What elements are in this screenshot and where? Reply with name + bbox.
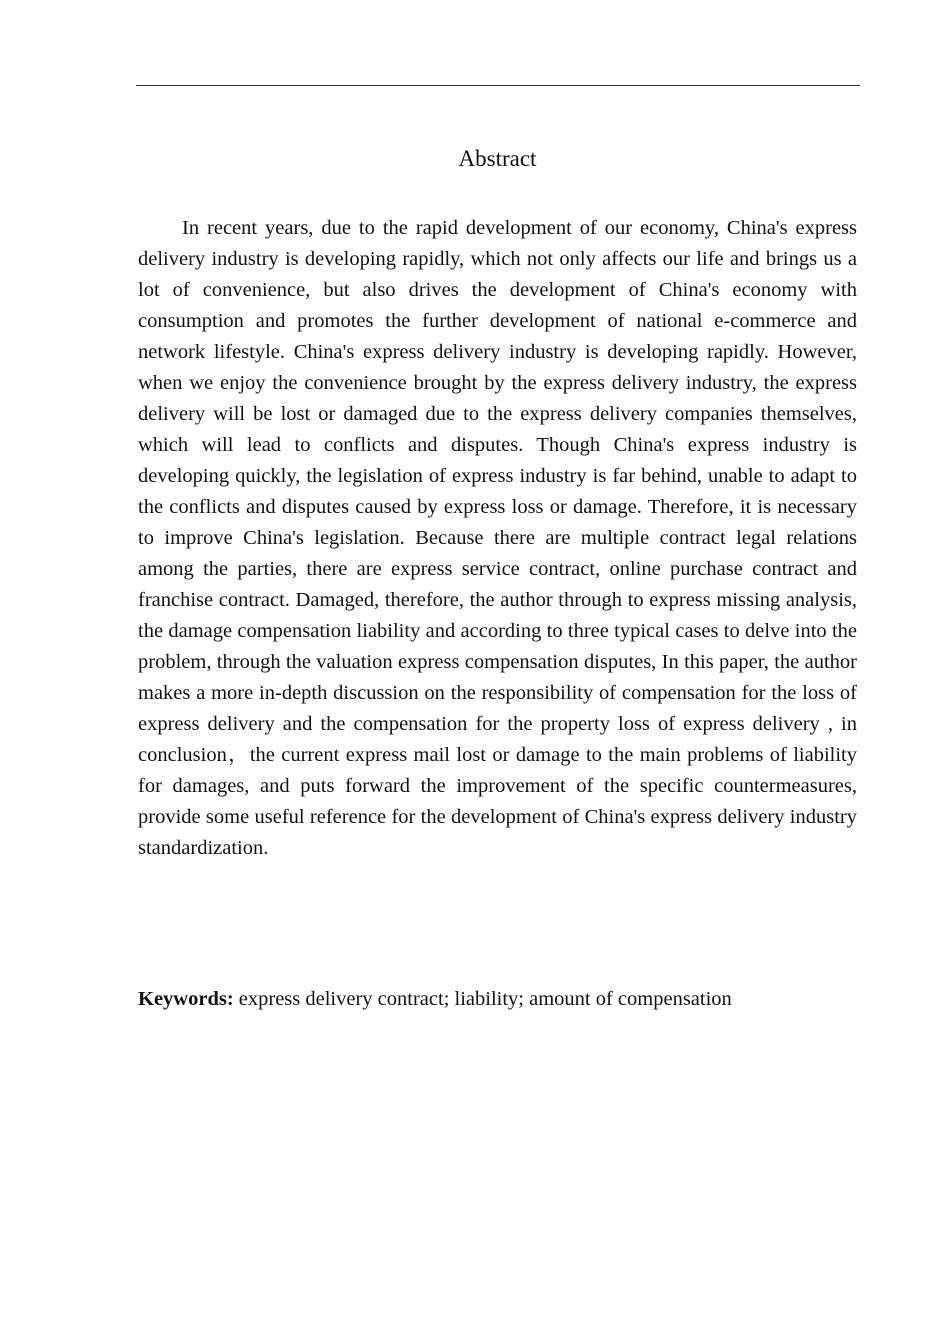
keywords-line [138,984,857,1015]
abstract-body: In recent years, due to the rapid development of our economy, China's express delivery industry is developing rapidly, which not only affects our life and brings us a lot of convenience, but also drives the development of China's economy with consumption and promotes the further development of national e-commerce and network lifestyle. China's express delivery industry is developing rapidly. However, when we enjoy the convenience brought by the express delivery industry, the express delivery will be lost or damaged due to the express delivery companies themselves, which will lead to conflicts and disputes. Though China's express industry is developing quickly, the legislation of express industry is far behind, unable to adapt to the conflicts and disputes caused by express loss or damage. Therefore, it is necessary to improve China's legislation. Because there are multiple contract legal relations among the parties, there are express service contract, online purchase contract and franchise contract. Damaged, therefore, the author through to express missing analysis, the damage compensation liability and according to three typical cases to delve into the problem, through the valuation express compensation disputes, In this paper, the author makes a more in-depth discussion on the responsibility of compensation for the loss of express delivery and the compensation for the property loss of express delivery , in conclusion，the current express mail lost or damage to the main problems of liability for damages, and puts forward the improvement of the specific countermeasures, provide some useful reference for the development of China's express delivery industry standardization. [138,217,857,859]
abstract-title: Abstract [458,146,537,171]
keywords-label: Keywords: [138,988,234,1010]
header-rule [136,85,860,86]
keywords-text: express delivery contract; liability; amount of compensation [233,988,732,1010]
